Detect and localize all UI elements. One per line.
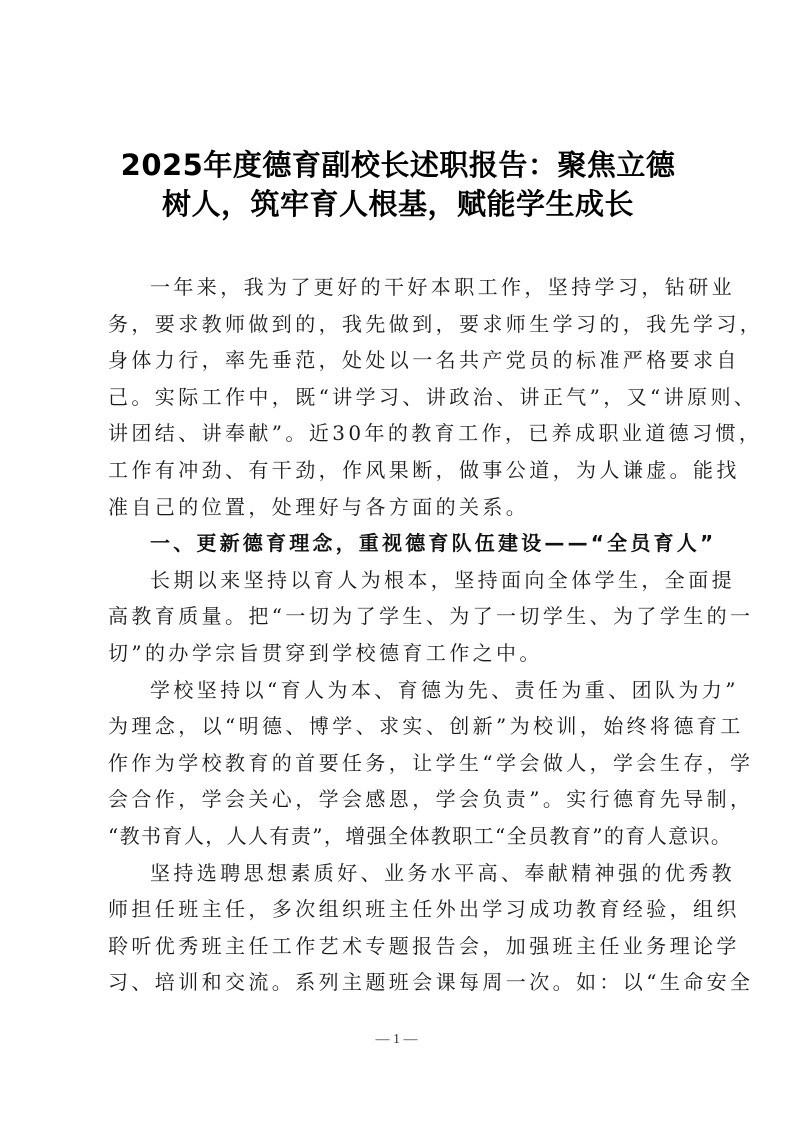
title-line-2: 树人，筑牢育人根基，赋能学生成长 <box>161 187 634 221</box>
text-line: “教书育人，人人有责”，增强全体教职工“全员教育”的育人意识。 <box>108 823 733 848</box>
paragraph-section1-b <box>108 672 754 855</box>
section-heading-1 <box>108 525 717 562</box>
text-line: 身体力行，率先垂范，处处以一名共产党员的标准严格要求自 <box>108 348 740 373</box>
text-line: 坚持选聘思想素质好、业务水平高、奉献精神强的优秀教 <box>150 860 735 885</box>
text-line: 己。实际工作中，既“讲学习、讲政治、讲正气”，又“讲原则、 <box>108 384 758 409</box>
section-heading-text: 一、更新德育理念，重视德育队伍建设——“全员育人” <box>150 531 717 556</box>
document-body <box>108 269 764 1001</box>
text-line: 务，要求教师做到的，我先做到，要求师生学习的，我先学习， <box>108 311 764 336</box>
text-line: 切”的办学宗旨贯穿到学校德育工作之中。 <box>108 640 543 665</box>
text-line: 一年来，我为了更好的干好本职工作，坚持学习，钻研业 <box>150 275 735 299</box>
text-line: 会合作，学会关心，学会感恩，学会负责”。实行德育先导制， <box>108 787 754 812</box>
text-line: 习、培训和交流。系列主题班会课每周一次。如：以“生命安全 <box>108 970 754 995</box>
text-line: 长期以来坚持以育人为根本，坚持面向全体学生，全面提 <box>150 567 735 592</box>
text-line: 为理念，以“明德、博学、求实、创新”为校训，始终将德育工 <box>108 714 744 739</box>
page-number: — 1 — <box>375 1032 418 1047</box>
text-line: 师担任班主任，多次组织班主任外出学习成功教育经验，组织 <box>108 897 740 922</box>
text-line: 学校坚持以“育人为本、育德为先、责任为重、团队为力” <box>150 677 739 702</box>
text-line: 聆听优秀班主任工作艺术专题报告会，加强班主任业务理论学 <box>108 933 740 958</box>
paragraph-section1-a <box>108 562 754 672</box>
title-line-1: 2025年度德育副校长述职报告：聚焦立德 <box>120 148 676 182</box>
text-line: 高教育质量。把“一切为了学生、为了一切学生、为了学生的一 <box>108 604 754 629</box>
paragraph-section1-c <box>108 855 754 1001</box>
text-line: 作作为学校教育的首要任务，让学生“学会做人，学会生存，学 <box>108 750 754 775</box>
text-line: 准自己的位置，处理好与各方面的关系。 <box>108 494 530 519</box>
paragraph-intro <box>108 269 764 525</box>
text-line: 讲团结、讲奉献”。近30年的教育工作，已养成职业道德习惯， <box>108 421 763 446</box>
document-title <box>100 146 696 224</box>
text-line: 工作有冲劲、有干劲，作风果断，做事公道，为人谦虚。能找 <box>108 457 740 482</box>
